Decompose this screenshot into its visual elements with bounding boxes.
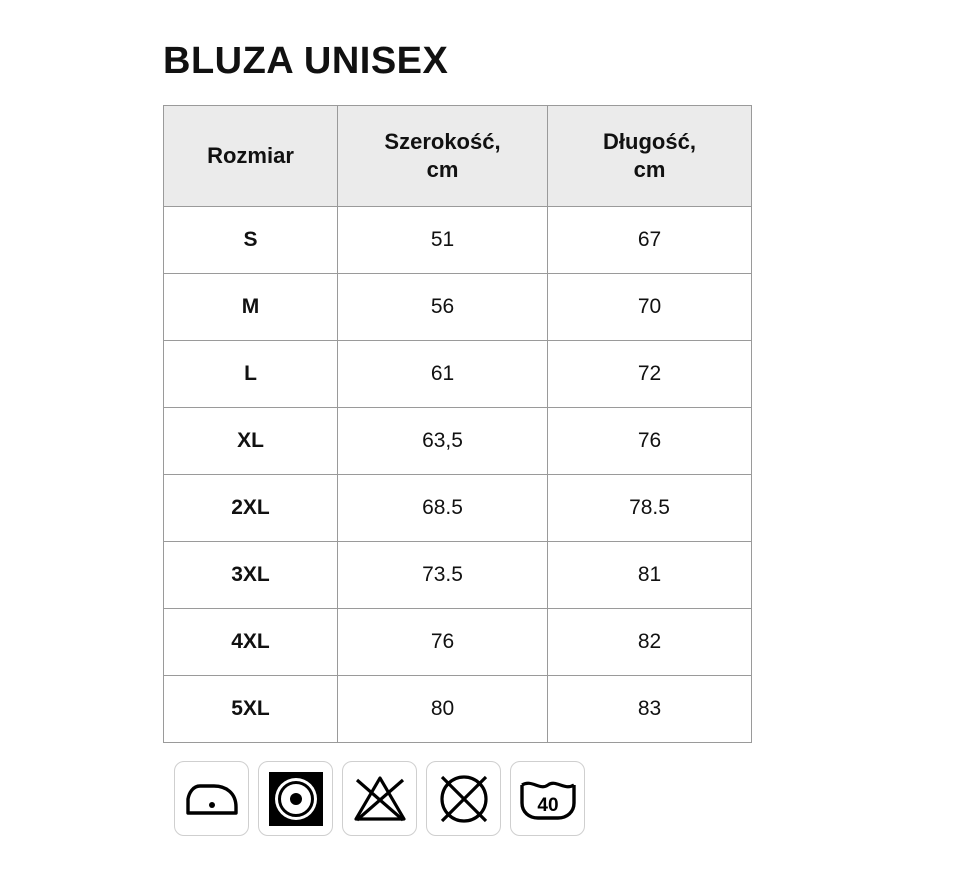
care-symbols [174, 761, 960, 836]
cell-width: 61 [338, 341, 548, 408]
wash-temperature-label: 40 [536, 794, 559, 816]
cell-size: L [164, 341, 338, 408]
cell-width: 80 [338, 676, 548, 743]
column-header-length-line2: cm [633, 157, 666, 182]
size-table [163, 105, 752, 743]
table-row [164, 676, 752, 743]
cell-size: 4XL [164, 609, 338, 676]
page-title: BLUZA UNISEX [163, 40, 449, 82]
cell-width: 73.5 [338, 542, 548, 609]
cell-size: 3XL [164, 542, 338, 609]
table-header-row [164, 106, 752, 207]
cell-width: 68.5 [338, 475, 548, 542]
column-header-width [338, 106, 548, 207]
tumble-dry-normal-icon [258, 761, 333, 836]
column-header-size-line1: Rozmiar [207, 142, 294, 168]
table-row [164, 341, 752, 408]
cell-length: 70 [548, 274, 752, 341]
cell-width: 51 [338, 207, 548, 274]
cell-length: 76 [548, 408, 752, 475]
table-row [164, 609, 752, 676]
iron-low-temperature-icon [174, 761, 249, 836]
table-header [164, 106, 752, 207]
cell-size: XL [164, 408, 338, 475]
cell-width: 63,5 [338, 408, 548, 475]
column-header-width-line1: Szerokość, [384, 128, 501, 154]
cell-width: 76 [338, 609, 548, 676]
table-row [164, 408, 752, 475]
column-header-length [548, 106, 752, 207]
table-body [164, 207, 752, 743]
cell-size: M [164, 274, 338, 341]
cell-length: 83 [548, 676, 752, 743]
cell-width: 56 [338, 274, 548, 341]
column-header-length-line1: Długość, [603, 128, 696, 154]
do-not-bleach-icon [342, 761, 417, 836]
table-row [164, 542, 752, 609]
cell-length: 67 [548, 207, 752, 274]
table-row [164, 274, 752, 341]
cell-size: S [164, 207, 338, 274]
do-not-dry-clean-icon [426, 761, 501, 836]
cell-length: 81 [548, 542, 752, 609]
cell-size: 2XL [164, 475, 338, 542]
wash-40-degrees-icon [510, 761, 585, 836]
cell-length: 72 [548, 341, 752, 408]
cell-length: 78.5 [548, 475, 752, 542]
table-row [164, 207, 752, 274]
cell-size: 5XL [164, 676, 338, 743]
table-row [164, 475, 752, 542]
cell-length: 82 [548, 609, 752, 676]
column-header-size [164, 106, 338, 207]
column-header-width-line2: cm [426, 157, 459, 182]
